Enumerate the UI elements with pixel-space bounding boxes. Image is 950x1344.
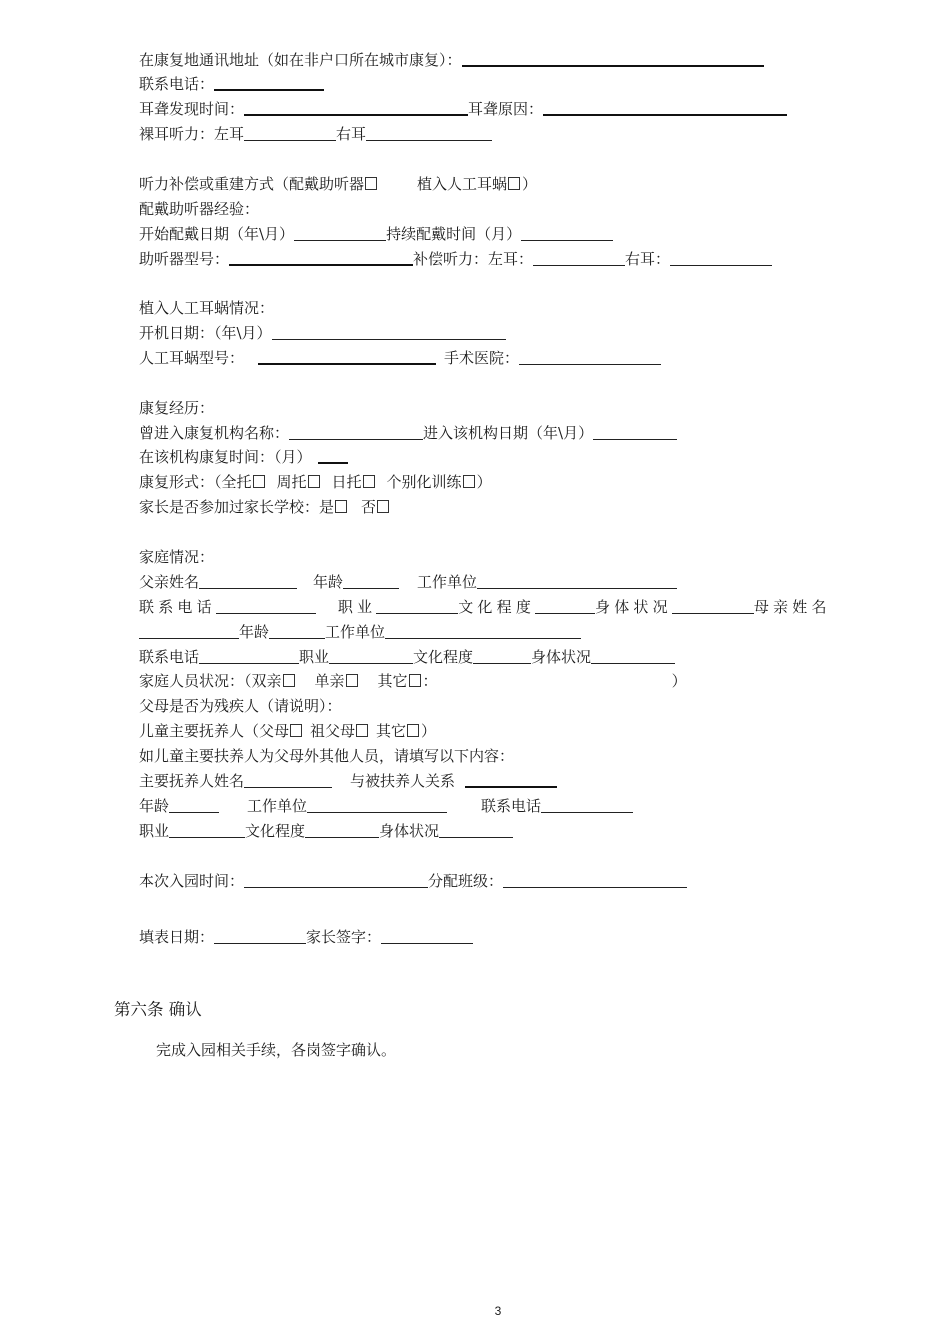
mother-name-label: 母亲姓名 (753, 598, 831, 616)
ha-model-row (139, 249, 772, 269)
parent-signature-label: 家长签字： (306, 928, 382, 946)
father-name-label: 父亲姓名 (139, 573, 200, 591)
father-age-field[interactable] (343, 573, 399, 589)
caregiver-detail-row (139, 796, 633, 816)
family-section-label: 家庭情况： (139, 548, 215, 566)
caregiver-education-label: 文化程度 (245, 822, 306, 840)
ha-comp-right-field[interactable] (670, 250, 772, 266)
ha-comp-left-label: 补偿听力：左耳： (413, 250, 534, 268)
ci-model-field[interactable] (258, 348, 436, 365)
both-parents-checkbox[interactable] (283, 674, 295, 687)
mother-age-field[interactable] (269, 623, 325, 639)
caregiver-name-row (139, 771, 557, 791)
method-label: 听力补偿或重建方式（配戴助听器 (139, 175, 365, 193)
enroll-time-field[interactable] (244, 872, 428, 888)
caregiver-parents-checkbox[interactable] (290, 724, 302, 737)
father-work-field[interactable] (477, 573, 677, 589)
grandparents-checkbox[interactable] (356, 724, 368, 737)
parent-signature-field[interactable] (381, 928, 473, 944)
caregiver-age-field[interactable] (169, 797, 219, 813)
ha-experience-row (139, 199, 259, 219)
ha-comp-left-field[interactable] (533, 250, 625, 266)
caregiver-health-field[interactable] (439, 822, 513, 838)
address-row (139, 50, 764, 70)
mother-health-field[interactable] (591, 648, 675, 664)
class-assign-label: 分配班级： (428, 872, 504, 890)
caregiver-health-label: 身体状况 (379, 822, 440, 840)
father-age-label: 年龄 (313, 573, 344, 591)
rehab-org-field[interactable] (289, 424, 423, 440)
mother-detail-row (139, 647, 675, 667)
rehab-org-row (139, 423, 677, 443)
fill-date-row (139, 927, 473, 947)
family-other-label: 其它 (377, 672, 408, 690)
caregiver-phone-field[interactable] (541, 797, 633, 813)
daily-care-label: 日托 (331, 473, 362, 491)
father-health-field[interactable] (672, 598, 754, 614)
ci-switch-row (139, 323, 506, 343)
caregiver-work-label: 工作单位 (247, 797, 308, 815)
enroll-time-label: 本次入园时间： (139, 872, 245, 890)
cochlear-implant-checkbox[interactable] (508, 177, 520, 190)
ci-switch-label: 开机日期：（年\月） (139, 324, 272, 342)
parent-school-no-label: 否 (361, 498, 377, 516)
father-education-field[interactable] (535, 598, 595, 614)
rehab-time-label: 在该机构康复时间：（月） (139, 448, 312, 466)
address-field[interactable] (462, 50, 764, 67)
ha-start-label: 开始配戴日期（年\月） (139, 225, 295, 243)
rehab-enter-label: 进入该机构日期（年\月） (423, 424, 594, 442)
mother-name-field[interactable] (139, 623, 239, 639)
cochlear-implant-label: 植入人工耳蜗 (417, 175, 508, 193)
rehab-time-row (139, 447, 348, 467)
single-parent-label: 单亲 (314, 672, 345, 690)
ha-comp-right-label: 右耳： (625, 250, 671, 268)
phone-field[interactable] (214, 74, 324, 91)
single-parent-checkbox[interactable] (346, 674, 358, 687)
mother-phone-label: 联系电话 (139, 648, 200, 666)
caregiver-name-field[interactable] (244, 772, 332, 788)
address-label: 在康复地通讯地址（如在非户口所在城市康复）： (139, 51, 462, 69)
article-heading: 第六条 确认 (114, 1000, 202, 1019)
relation-field[interactable] (465, 771, 557, 788)
ha-experience-label: 配戴助听器经验： (139, 200, 260, 218)
ci-section-label: 植入人工耳蜗情况： (139, 299, 275, 317)
mother-health-label: 身体状况 (531, 648, 592, 666)
mother-work-label: 工作单位 (325, 623, 386, 641)
caregiver-work-field[interactable] (307, 797, 447, 813)
father-job-label: 职业 (337, 598, 377, 616)
other-caregiver-note-row (139, 746, 514, 766)
mother-age-label: 年龄 (239, 623, 270, 641)
rehab-section-label: 康复经历： (139, 399, 215, 417)
ci-hospital-field[interactable] (519, 349, 661, 365)
daily-care-checkbox[interactable] (363, 475, 375, 488)
rehab-form-row (139, 472, 492, 492)
ci-switch-field[interactable] (272, 324, 506, 340)
ha-start-field[interactable] (294, 225, 386, 241)
individual-training-label: 个别化训练 (386, 473, 462, 491)
rehab-form-label: 康复形式：（全托 (139, 473, 252, 491)
father-health-label: 身体状况 (595, 598, 672, 616)
rehab-section-row (139, 398, 214, 418)
caregiver-education-field[interactable] (305, 822, 379, 838)
method-suffix: ） (522, 175, 538, 193)
ha-model-label: 助听器型号： (139, 250, 230, 268)
caregiver-job-field[interactable] (169, 822, 245, 838)
caregiver-other-checkbox[interactable] (407, 724, 419, 737)
mother-work-field[interactable] (385, 623, 581, 639)
mother-education-field[interactable] (473, 648, 531, 664)
individual-training-checkbox[interactable] (463, 475, 475, 488)
father-work-label: 工作单位 (417, 573, 478, 591)
enroll-row (139, 871, 687, 891)
deafness-cause-label: 耳聋原因： (468, 100, 544, 118)
weekly-care-label: 周托 (276, 473, 307, 491)
class-assign-field[interactable] (503, 872, 687, 888)
mother-job-field[interactable] (329, 648, 413, 664)
full-care-checkbox[interactable] (253, 475, 265, 488)
weekly-care-checkbox[interactable] (308, 475, 320, 488)
parent-school-label: 家长是否参加过家长学校：是 (139, 498, 335, 516)
left-ear-field[interactable] (244, 125, 336, 141)
right-ear-label: 右耳 (336, 125, 367, 143)
parent-disabled-label: 父母是否为残疾人（请说明）： (139, 697, 342, 715)
deafness-found-label: 耳聋发现时间： (139, 100, 245, 118)
father-row (139, 572, 677, 592)
caregiver-phone-label: 联系电话 (481, 797, 542, 815)
article-body: 完成入园相关手续，各岗签字确认。 (156, 1041, 397, 1059)
father-education-label: 文化程度 (458, 598, 536, 616)
family-status-close: ） (671, 672, 687, 690)
father-detail-row (139, 597, 831, 617)
family-section-row (139, 547, 214, 567)
caregiver-age-label: 年龄 (139, 797, 170, 815)
family-status-row (139, 671, 687, 691)
father-phone-label: 联系电话 (139, 598, 216, 616)
father-phone-field[interactable] (216, 598, 316, 614)
caregiver-suffix: ） (421, 722, 437, 740)
caregiver-job-label: 职业 (139, 822, 170, 840)
ci-section-row (139, 298, 274, 318)
family-status-label: 家庭人员状况：（双亲 (139, 672, 282, 690)
deafness-cause-field[interactable] (543, 99, 787, 116)
rehab-enter-field[interactable] (593, 424, 677, 440)
caregiver-job-row (139, 821, 513, 841)
parent-school-row (139, 497, 391, 517)
ha-dates-row (139, 224, 613, 244)
ci-model-label: 人工耳蜗型号： (139, 349, 245, 367)
mother-education-label: 文化程度 (413, 648, 474, 666)
mother-row (139, 622, 581, 642)
fill-date-field[interactable] (214, 928, 306, 944)
hearing-aid-checkbox[interactable] (365, 177, 377, 190)
rehab-form-suffix: ） (476, 473, 492, 491)
ci-hospital-label: 手术医院： (444, 349, 520, 367)
parent-school-no-checkbox[interactable] (377, 500, 389, 513)
caregiver-other-label: 其它 (376, 722, 407, 740)
parent-school-yes-checkbox[interactable] (335, 500, 347, 513)
relation-label: 与被扶养人关系 (350, 772, 456, 790)
phone-row (139, 74, 324, 94)
caregiver-row (139, 721, 436, 741)
hearing-method-row (139, 174, 537, 194)
rehab-time-field[interactable] (318, 447, 348, 464)
father-name-field[interactable] (199, 573, 297, 589)
ha-duration-field[interactable] (521, 225, 613, 241)
deafness-found-field[interactable] (244, 99, 468, 116)
ci-model-row (139, 348, 661, 368)
other-caregiver-note: 如儿童主要扶养人为父母外其他人员，请填写以下内容： (139, 747, 515, 765)
parent-disabled-row (139, 696, 342, 716)
bare-hearing-label: 裸耳听力：左耳 (139, 125, 245, 143)
page-number: 3 (494, 1304, 502, 1318)
phone-label: 联系电话： (139, 75, 215, 93)
father-job-field[interactable] (376, 598, 458, 614)
ha-duration-label: 持续配戴时间（月） (386, 225, 522, 243)
right-ear-field[interactable] (366, 125, 492, 141)
bare-hearing-row (139, 124, 492, 144)
grandparents-label: 祖父母 (310, 722, 356, 740)
fill-date-label: 填表日期： (139, 928, 215, 946)
deafness-row (139, 99, 787, 119)
mother-job-label: 职业 (299, 648, 330, 666)
family-other-suffix: ： (422, 672, 438, 690)
caregiver-name-label: 主要抚养人姓名 (139, 772, 245, 790)
caregiver-label: 儿童主要抚养人（父母 (139, 722, 290, 740)
mother-phone-field[interactable] (199, 648, 299, 664)
ha-model-field[interactable] (229, 249, 413, 266)
rehab-org-label: 曾进入康复机构名称： (139, 424, 290, 442)
family-other-checkbox[interactable] (409, 674, 421, 687)
